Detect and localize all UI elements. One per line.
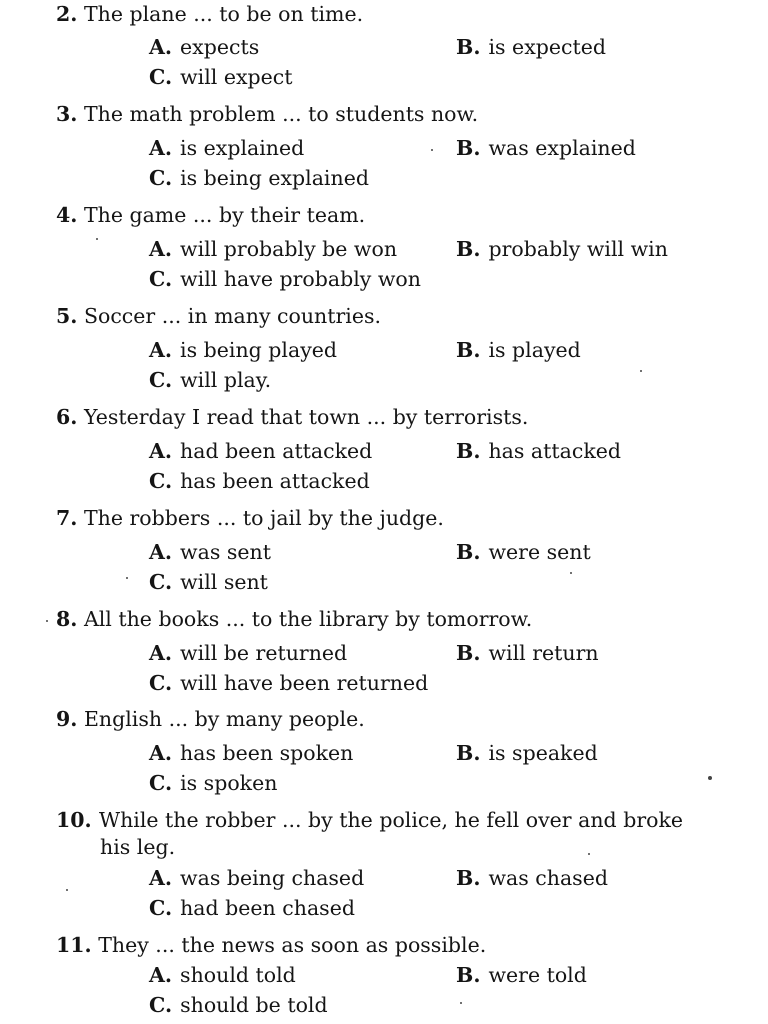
question-stem [56,404,716,431]
scan-speck [708,776,712,780]
option-letter: B. [456,540,481,564]
option-c [149,895,355,922]
question-number: 11. [56,933,92,957]
scan-speck [431,149,433,151]
option-c [149,266,421,293]
question-stem [56,606,716,633]
option-letter: B. [456,237,481,261]
option-letter: C. [149,993,173,1017]
option-text: is spoken [180,771,278,795]
option-text: is being played [180,338,338,362]
option-a [149,640,347,667]
option-text: should told [180,963,296,987]
option-letter: C. [149,671,173,695]
option-b [456,135,636,162]
option-text: is speaked [488,741,598,765]
option-b [456,865,608,892]
option-b [456,539,591,566]
option-text: is explained [180,136,305,160]
option-c [149,992,328,1019]
question-text: While the robber ... by the police, he fell over and broke his leg. [99,808,684,859]
option-letter: C. [149,166,173,190]
option-letter: A. [149,963,173,987]
option-text: has been spoken [180,741,354,765]
option-letter: C. [149,469,173,493]
option-text: expects [180,35,260,59]
option-a [149,236,397,263]
option-letter: B. [456,35,481,59]
option-letter: B. [456,866,481,890]
scan-speck [460,1002,462,1004]
option-letter: B. [456,963,481,987]
question-text: All the books ... to the library by tomorrow. [83,607,533,631]
option-text: will probably be won [180,237,398,261]
question-stem [56,1,716,28]
option-letter: A. [149,866,173,890]
option-letter: C. [149,896,173,920]
question-text: English ... by many people. [83,707,365,731]
option-letter: A. [149,741,173,765]
option-letter: A. [149,237,173,261]
option-a [149,337,337,364]
option-letter: A. [149,439,173,463]
option-letter: A. [149,540,173,564]
option-text: has attacked [488,439,622,463]
scan-speck [46,620,48,622]
question-number: 7. [56,506,78,530]
option-b [456,236,668,263]
option-text: had been attacked [180,439,373,463]
option-letter: C. [149,65,173,89]
question-stem [56,932,716,959]
scan-speck [588,853,590,855]
question-text: The game ... by their team. [83,203,366,227]
question-number: 5. [56,304,78,328]
option-letter: B. [456,741,481,765]
option-text: was sent [180,540,271,564]
option-text: will have been returned [180,671,429,695]
option-text: probably will win [488,237,668,261]
option-c [149,569,268,596]
option-letter: A. [149,136,173,160]
option-letter: B. [456,136,481,160]
option-text: will sent [180,570,268,594]
option-b [456,337,581,364]
option-a [149,135,304,162]
option-c [149,165,369,192]
option-text: had been chased [180,896,355,920]
option-letter: A. [149,338,173,362]
option-c [149,468,370,495]
option-text: was chased [488,866,608,890]
question-text: They ... the news as soon as possible. [98,933,487,957]
option-text: will be returned [180,641,348,665]
question-number: 4. [56,203,78,227]
option-a [149,34,259,61]
question-text: Soccer ... in many countries. [83,304,382,328]
option-text: will have probably won [180,267,421,291]
option-text: is being explained [180,166,369,190]
question-stem [56,101,716,128]
question-number: 10. [56,808,92,832]
question-stem [56,807,704,861]
question-text: The math problem ... to students now. [83,102,479,126]
question-text: The plane ... to be on time. [83,2,364,26]
option-letter: A. [149,35,173,59]
option-c [149,770,277,797]
option-text: will return [488,641,599,665]
option-b [456,962,587,989]
option-text: was explained [488,136,636,160]
option-letter: C. [149,570,173,594]
option-letter: C. [149,368,173,392]
option-a [149,865,364,892]
option-letter: B. [456,439,481,463]
option-a [149,438,372,465]
question-text: The robbers ... to jail by the judge. [83,506,444,530]
option-b [456,438,621,465]
option-text: should be told [180,993,328,1017]
question-number: 9. [56,707,78,731]
scan-speck [66,889,68,891]
option-letter: C. [149,771,173,795]
option-text: were sent [488,540,591,564]
option-b [456,34,606,61]
option-text: will expect [180,65,293,89]
question-stem [56,202,716,229]
option-a [149,962,296,989]
question-stem [56,505,716,532]
scan-speck [96,238,98,240]
option-a [149,740,353,767]
scan-speck [640,370,642,372]
option-c [149,670,428,697]
question-stem [56,303,716,330]
option-letter: C. [149,267,173,291]
option-c [149,367,271,394]
question-number: 8. [56,607,78,631]
scan-speck [570,572,572,574]
option-text: were told [488,963,587,987]
option-text: will play. [180,368,272,392]
option-text: is played [488,338,581,362]
question-number: 2. [56,2,78,26]
option-letter: B. [456,338,481,362]
option-b [456,640,599,667]
option-text: was being chased [180,866,365,890]
question-number: 6. [56,405,78,429]
option-letter: A. [149,641,173,665]
option-letter: B. [456,641,481,665]
question-stem [56,706,716,733]
scan-speck [126,577,128,579]
option-a [149,539,271,566]
option-c [149,64,293,91]
question-text: Yesterday I read that town ... by terrorists. [83,405,529,429]
option-b [456,740,598,767]
option-text: has been attacked [180,469,370,493]
question-number: 3. [56,102,78,126]
option-text: is expected [488,35,606,59]
